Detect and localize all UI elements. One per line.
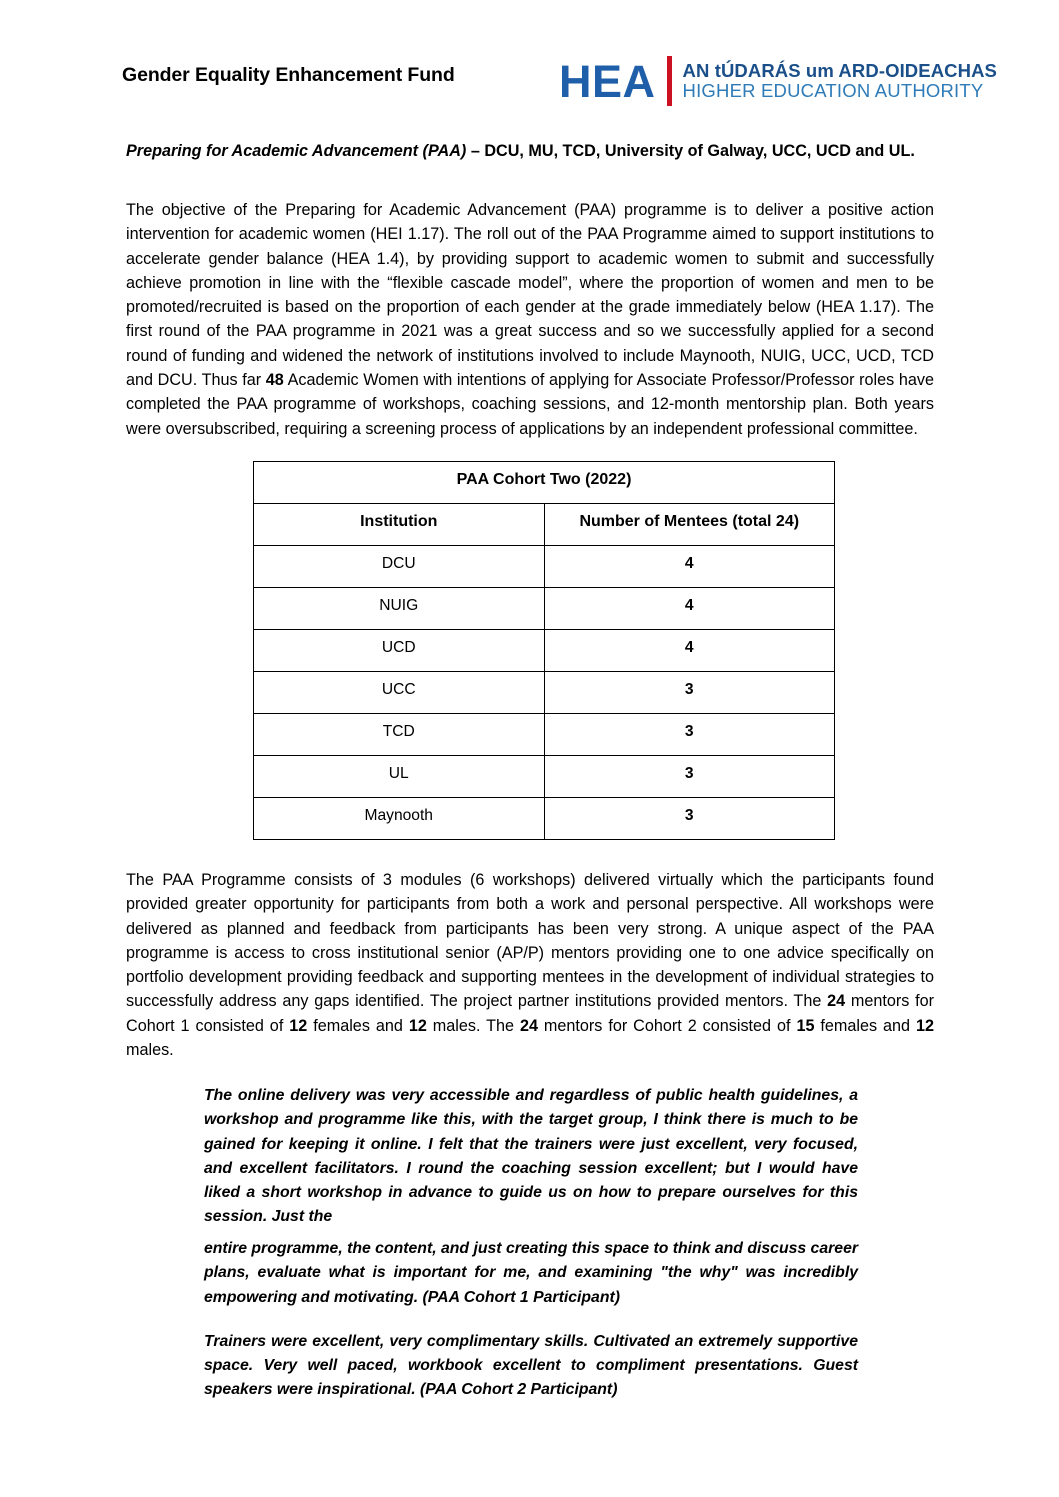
table-row bbox=[254, 755, 835, 797]
cell-institution: DCU bbox=[254, 545, 545, 587]
cell-mentees: 4 bbox=[544, 545, 835, 587]
hea-tagline-irish: AN tÚDARÁS um ARD-OIDEACHAS bbox=[682, 60, 997, 82]
cell-institution: Maynooth bbox=[254, 797, 545, 839]
cell-mentees: 3 bbox=[544, 797, 835, 839]
section-heading-programme: Preparing for Academic Advancement (PAA) bbox=[126, 142, 467, 160]
paragraph-objective-part2: Academic Women with intentions of applying for Associate Professor/Professor roles have completed the PAA programme of workshops, coaching sessions, and 12-month mentorship plan. Both years were oversubscribed, requiring a screening process of applications by an independent professional committee. bbox=[126, 371, 934, 438]
cell-mentees: 4 bbox=[544, 587, 835, 629]
paragraph-modules-bold-24a: 24 bbox=[827, 992, 846, 1011]
table-row bbox=[254, 671, 835, 713]
paragraph-objective bbox=[126, 198, 934, 441]
table-body bbox=[254, 461, 835, 839]
paragraph-modules-part4: males. The bbox=[426, 1016, 520, 1035]
cell-mentees: 3 bbox=[544, 755, 835, 797]
table-container bbox=[126, 461, 934, 840]
paragraph-modules-bold-12b: 12 bbox=[408, 1016, 427, 1035]
table-header-row bbox=[254, 503, 835, 545]
section-heading-institutions: – DCU, MU, TCD, University of Galway, UCC, UCD and UL. bbox=[466, 142, 915, 160]
participant-quotes bbox=[204, 1084, 858, 1402]
table-row bbox=[254, 587, 835, 629]
section-heading bbox=[126, 140, 934, 164]
paragraph-modules-part5: mentors for Cohort 2 consisted of bbox=[537, 1016, 797, 1035]
quote-3: Trainers were excellent, very complimentary skills. Cultivated an extremely supportive space. Very well paced, workbook excellent to compliment presentations. Guest speakers were inspirational. (PAA Cohort 2 Participant) bbox=[204, 1332, 858, 1399]
paa-cohort-table bbox=[253, 461, 835, 840]
paragraph-objective-part1: The objective of the Preparing for Academic Advancement (PAA) programme is to deliver a positive action intervention for academic women (HEI 1.17). The roll out of the PAA Programme aimed to support institutions to accelerate gender balance (HEA 1.4), by providing support to academic women to submit and successfully achieve promotion in line with the “flexible cascade model”, where the proportion of women and men to be promoted/recruited is based on the proportion of each gender at the grade immediately below (HEA 1.17). The first round of the PAA programme in 2021 was a great success and so we successfully applied for a second round of funding and widened the network of institutions involved to include Maynooth, NUIG, UCC, UCD, TCD and DCU. Thus far bbox=[126, 200, 934, 390]
hea-tagline-english: HIGHER EDUCATION AUTHORITY bbox=[682, 80, 984, 101]
cell-institution: NUIG bbox=[254, 587, 545, 629]
paragraph-modules-part3: females and bbox=[307, 1016, 409, 1035]
paragraph-modules-bold-24b: 24 bbox=[519, 1016, 538, 1035]
quote-1: The online delivery was very accessible and regardless of public health guidelines, a workshop and programme like this, with the target group, I think there is much to be gained for keeping it online. I felt that the trainers were just excellent, very focused, and excellent facilitators. I round the coaching session excellent; but I would have liked a short workshop in advance to guide us on how to prepare ourselves for this session. Just the bbox=[204, 1087, 858, 1226]
table-row bbox=[254, 629, 835, 671]
table-row bbox=[254, 797, 835, 839]
paragraph-modules-bold-12c: 12 bbox=[915, 1016, 934, 1035]
paragraph-modules-part1: The PAA Programme consists of 3 modules (6 workshops) delivered virtually which the participants found provided greater opportunity for participants from both a work and personal perspective. All workshops were delivered as planned and feedback from participants has been very strong. A unique aspect of the PAA programme is access to cross institutional senior (AP/P) mentors providing one to one advice specifically on portfolio development providing feedback and supporting mentees in the development of individual strategies to successfully address any gaps identified. The project partner institutions provided mentors. The bbox=[126, 870, 934, 1011]
table-row bbox=[254, 545, 835, 587]
quote-2: entire programme, the content, and just creating this space to think and discuss career plans, evaluate what is important for me, and examining "the why" was incredibly empowering and motivating. (PAA Cohort 1 Participant) bbox=[204, 1240, 858, 1306]
paragraph-modules bbox=[126, 868, 934, 1062]
table-title-row bbox=[254, 461, 835, 503]
cell-mentees: 4 bbox=[544, 629, 835, 671]
cell-institution: UL bbox=[254, 755, 545, 797]
paragraph-modules-part2: mentors for Cohort 1 consisted of bbox=[126, 992, 934, 1035]
paragraph-modules-part6: females and bbox=[814, 1016, 916, 1035]
paragraph-modules-bold-12a: 12 bbox=[289, 1016, 308, 1035]
paragraph-objective-bold-48: 48 bbox=[265, 371, 284, 390]
page-header bbox=[0, 46, 1059, 120]
cell-institution: TCD bbox=[254, 713, 545, 755]
page-title: Gender Equality Enhancement Fund bbox=[122, 64, 455, 86]
column-header-institution: Institution bbox=[254, 503, 545, 545]
column-header-mentees: Number of Mentees (total 24) bbox=[544, 503, 835, 545]
logo-divider-bar bbox=[667, 56, 672, 106]
document-body bbox=[126, 140, 934, 1402]
cell-institution: UCD bbox=[254, 629, 545, 671]
hea-tagline bbox=[683, 61, 997, 101]
hea-logo bbox=[559, 46, 997, 116]
cell-mentees: 3 bbox=[544, 713, 835, 755]
cell-institution: UCC bbox=[254, 671, 545, 713]
table-title-cell: PAA Cohort Two (2022) bbox=[254, 461, 835, 503]
table-row bbox=[254, 713, 835, 755]
cell-mentees: 3 bbox=[544, 671, 835, 713]
paragraph-modules-part7: males. bbox=[126, 1041, 174, 1060]
hea-wordmark: HEA bbox=[559, 55, 656, 107]
paragraph-modules-bold-15: 15 bbox=[796, 1016, 815, 1035]
